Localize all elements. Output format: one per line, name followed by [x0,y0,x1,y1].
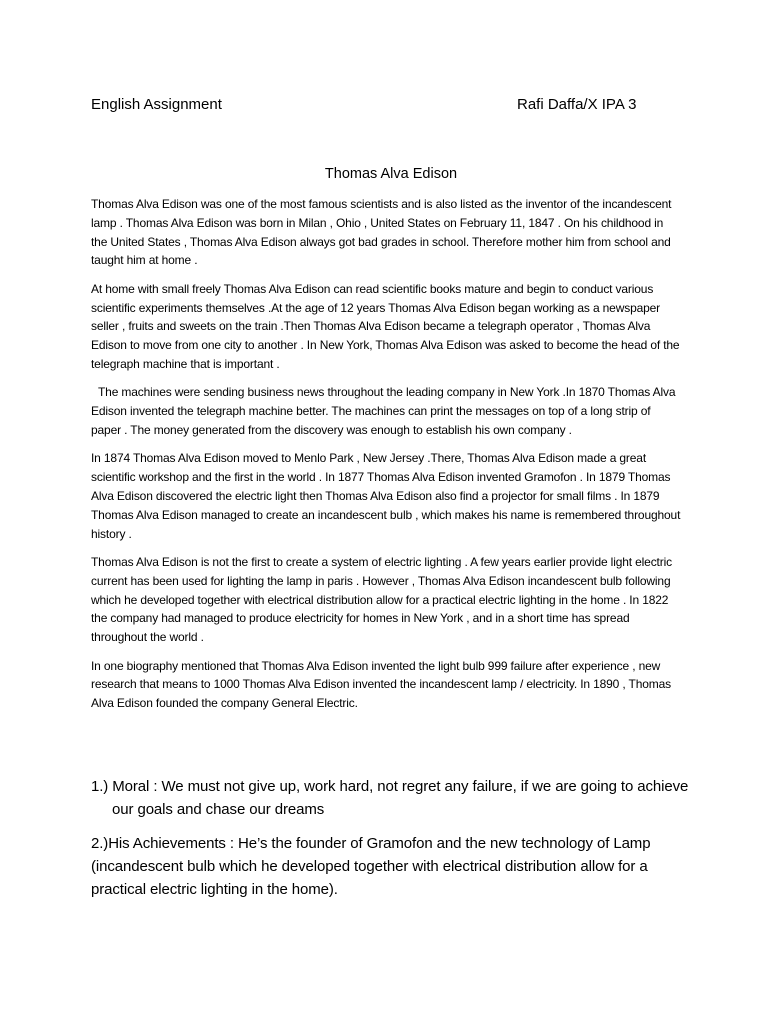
paragraph-menlo-park: In 1874 Thomas Alva Edison moved to Menlo Park , New Jersey .There, Thomas Alva Edison made a great scientific workshop and the first in the world . In 1877 Thomas Alva Edison invented Gramofon . In 1879 Thomas Alva Edison discovered the electric light then Thomas Alva Edison also find a projector for small films . In 1879 Thomas Alva Edison managed to create an incandescent bulb , which makes his name is remembered throughout history . [91,451,681,541]
paragraph-intro: Thomas Alva Edison was one of the most famous scientists and is also listed as the inventor of the incandescent lamp . Thomas Alva Edison was born in Milan , Ohio , United States on February 11, 1847 . On his childhood in the United States , Thomas Alva Edison always got bad grades in school. Therefore mother him from school and taught him at home . [91,197,672,268]
document-title: Thomas Alva Edison [324,166,458,182]
paragraph-electric-lighting: Thomas Alva Edison is not the first to create a system of electric lighting . A few years earlier provide light electric current has been used for lighting the lamp in paris . However , Thomas Alva Edison incandescent bulb following which he developed together with electrical distribution allow for a practical electric lighting in the home . In 1822 the company had managed to produce electricity for homes in New York , and in a short time has spread throughout the world . [91,554,672,645]
answers-section [91,775,691,912]
answer-achievements: 2.)His Achievements : He’s the founder of Gramofon and the new technology of Lamp (incandescent bulb which he developed together with electrical distribution allow for a practical electric lighting in the home). [91,835,651,898]
paragraph-early-life: At home with small freely Thomas Alva Edison can read scientific books mature and begin to conduct various scientific experiments themselves .At the age of 12 years Thomas Alva Edison began working as a newspaper seller , fruits and sweets on the train .Then Thomas Alva Edison became a telegraph operator , Thomas Alva Edison to move from one city to another . In New York, Thomas Alva Edison was asked to become the head of the telegraph machine that is important . [91,281,680,371]
paragraph-general-electric: In one biography mentioned that Thomas Alva Edison invented the light bulb 999 failure after experience , new research that means to 1000 Thomas Alva Edison invented the incandescent lamp / electricity. In 1890 , Thomas Alva Edison founded the company General Electric. [91,658,671,711]
header-student-name: Rafi Daffa/X IPA 3 [517,96,637,113]
answer-moral: 1.) Moral : We must not give up, work hard, not regret any failure, if we are going to achieve our goals and chase our dreams [91,778,689,818]
paragraph-telegraph: The machines were sending business news throughout the leading company in New York .In 1870 Thomas Alva Edison invented the telegraph machine better. The machines can print the messages on top of a long strip of paper . The money generated from the discovery was enough to establish his own company . [91,385,676,437]
header-assignment-label: English Assignment [91,96,222,113]
document-body [91,195,681,722]
